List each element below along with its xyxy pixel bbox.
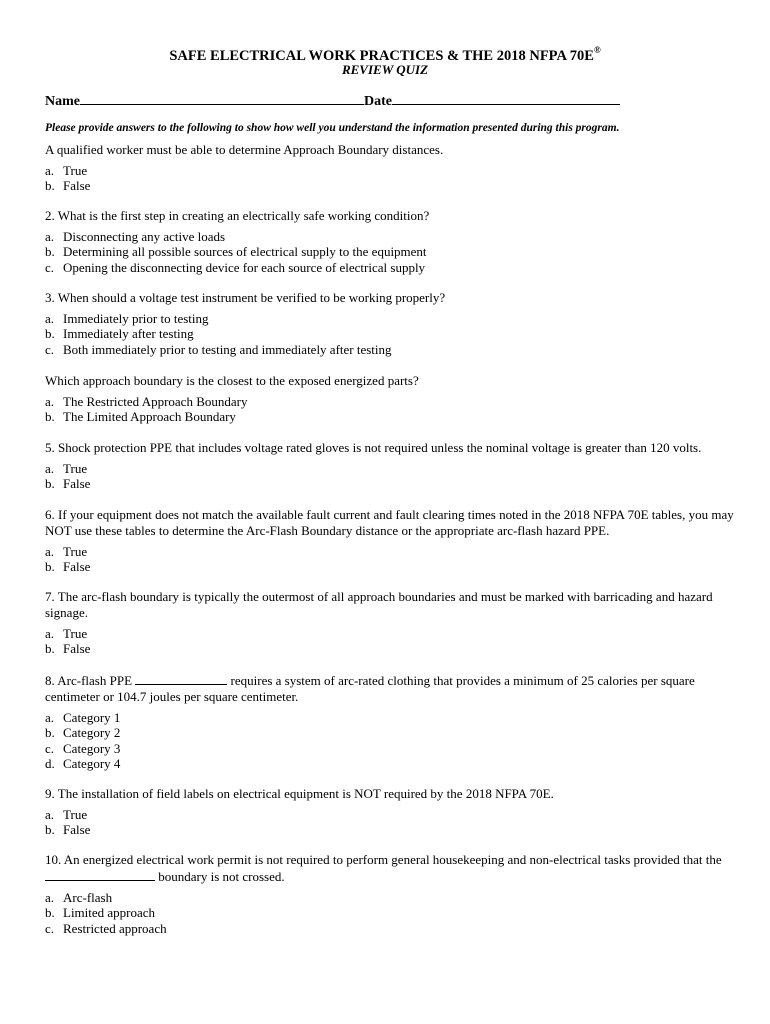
fill-in-blank[interactable]: [135, 672, 227, 685]
answer-option[interactable]: a. Immediately prior to testing: [45, 310, 209, 326]
date-label: Date: [364, 94, 392, 109]
answer-option[interactable]: a. True: [45, 625, 88, 641]
answer-option[interactable]: a. Category 1: [45, 709, 121, 725]
question-6: [45, 507, 735, 575]
question-stem: 5. Shock protection PPE that includes voltage rated gloves is not required unless the nominal voltage is greater than 120 volts.: [45, 440, 702, 455]
question-1: [45, 142, 735, 194]
answer-option[interactable]: a. Arc-flash: [45, 889, 113, 905]
answer-option[interactable]: b. Determining all possible sources of electrical supply to the equipment: [45, 244, 427, 260]
question-stem: 6. If your equipment does not match the available fault current and fault clearing times noted in the 2018 NFPA 70E tables, you may NOT use these tables to determine the Arc-Flash Boundary distance or the appropriate arc-flash hazard PPE.: [45, 507, 734, 538]
question-stem: A qualified worker must be able to determine Approach Boundary distances.: [45, 142, 444, 157]
page-subtitle: REVIEW QUIZ: [341, 62, 429, 77]
answer-option[interactable]: c. Category 3: [45, 740, 121, 756]
answer-option[interactable]: a. True: [45, 460, 88, 476]
name-date-row: [45, 90, 620, 112]
question-7: [45, 589, 735, 657]
answer-option[interactable]: c. Both immediately prior to testing and immediately after testing: [45, 341, 392, 357]
answer-option[interactable]: b. Limited approach: [45, 905, 156, 921]
question-10: [45, 852, 735, 936]
answer-option[interactable]: b. False: [45, 822, 91, 838]
answer-option[interactable]: b. The Limited Approach Boundary: [45, 409, 236, 425]
answer-option[interactable]: a. True: [45, 543, 88, 559]
instructions: Please provide answers to the following to show how well you understand the information presented during this program.: [45, 122, 620, 134]
question-2: [45, 208, 735, 276]
question-stem: 8. Arc-flash PPE requires a system of arc-rated clothing that provides a minimum of 25 calories per square centimeter or 104.7 joules per square centimeter.: [45, 673, 695, 704]
question-stem: Which approach boundary is the closest to the exposed energized parts?: [45, 373, 419, 388]
question-3: [45, 290, 735, 358]
answer-option[interactable]: b. False: [45, 641, 91, 657]
answer-option[interactable]: b. Category 2: [45, 725, 121, 741]
answer-option[interactable]: c. Opening the disconnecting device for each source of electrical supply: [45, 259, 426, 275]
answer-option[interactable]: b. Immediately after testing: [45, 326, 194, 342]
name-blank[interactable]: [80, 90, 364, 105]
question-5: [45, 440, 735, 492]
answer-option[interactable]: c. Restricted approach: [45, 920, 167, 936]
question-stem: 7. The arc-flash boundary is typically the outermost of all approach boundaries and must be marked with barricading and hazard signage.: [45, 589, 713, 620]
registered-mark: ®: [593, 45, 601, 55]
answer-option[interactable]: b. False: [45, 559, 91, 575]
fill-in-blank[interactable]: [45, 868, 155, 881]
question-stem: 3. When should a voltage test instrument be verified to be working properly?: [45, 290, 446, 305]
answer-option[interactable]: a. True: [45, 806, 88, 822]
title-text: SAFE ELECTRICAL WORK PRACTICES & THE 2018 NFPA 70E: [169, 47, 594, 64]
answer-option[interactable]: a. Disconnecting any active loads: [45, 228, 226, 244]
answer-option[interactable]: b. False: [45, 178, 91, 194]
answer-option[interactable]: d. Category 4: [45, 756, 121, 772]
answer-option[interactable]: a. The Restricted Approach Boundary: [45, 393, 248, 409]
date-blank[interactable]: [392, 90, 620, 105]
question-9: [45, 786, 735, 838]
question-stem: 9. The installation of field labels on electrical equipment is NOT required by the 2018 NFPA 70E.: [45, 786, 554, 801]
question-stem: 2. What is the first step in creating an electrically safe working condition?: [45, 208, 430, 223]
answer-option[interactable]: a. True: [45, 162, 88, 178]
question-8: [45, 672, 735, 772]
answer-option[interactable]: b. False: [45, 476, 91, 492]
name-label: Name: [45, 94, 80, 109]
question-stem: 10. An energized electrical work permit is not required to perform general housekeeping and non-electrical tasks provided that the boundary is not crossed.: [45, 852, 722, 884]
question-4: [45, 373, 735, 425]
